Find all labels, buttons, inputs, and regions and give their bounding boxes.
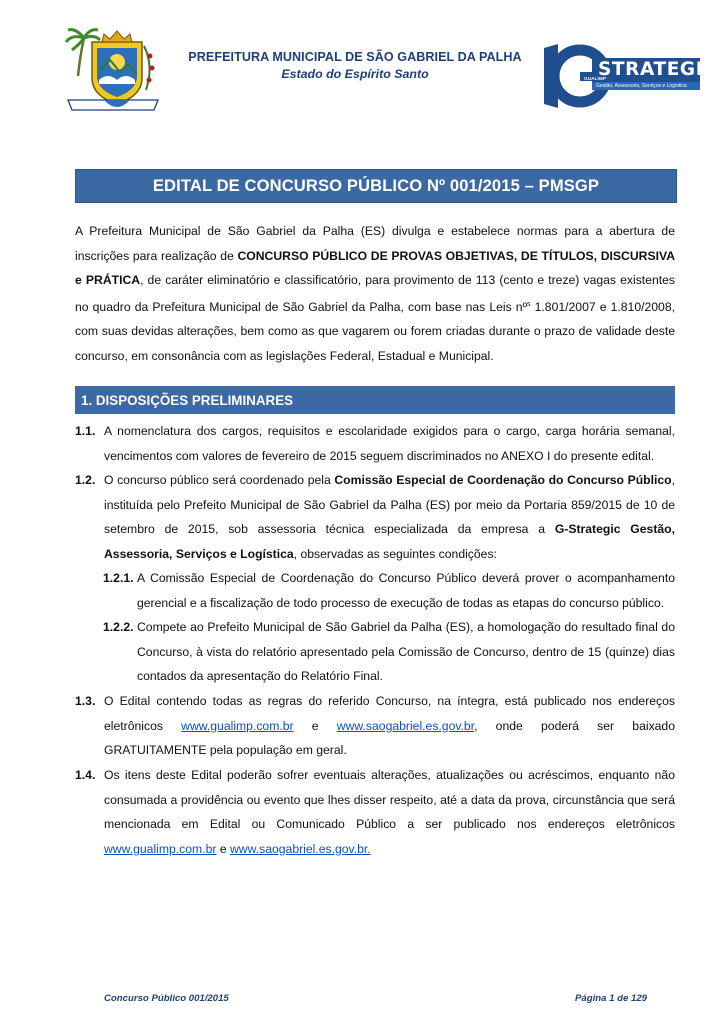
saogabriel-link[interactable]: www.saogabriel.es.gov.br <box>336 718 475 733</box>
clause-text <box>104 763 675 861</box>
section-1-heading: 1. DISPOSIÇÕES PRELIMINARES <box>81 392 294 408</box>
header-title: PREFEITURA MUNICIPAL DE SÃO GABRIEL DA PALHA <box>188 50 522 64</box>
municipal-crest-icon <box>64 26 162 114</box>
clause-text-part: Os itens deste Edital poderão sofrer eventuais alterações, atualizações ou acréscimos, enquanto não consumada a providência ou evento que lhes disser respeito, até a data da prova, circunstância que será mencionada em Edital ou Comunicado Público a ser publicado nos endereços eletrônicos <box>104 768 675 831</box>
section-1-heading-band <box>75 386 675 414</box>
intro-text-3: 1.801/2007 e 1.810/2008, com suas devidas alterações, bem como as que vagarem ou forem criadas durante o prazo de validade deste concurso, em consonância com as legislações Federal, Estadual e Municipal. <box>75 299 675 363</box>
clause-text: A Comissão Especial de Coordenação do Concurso Público deverá prover o acompanhamento gerencial e a fiscalização de todo processo de execução de todas as etapas do concurso público. <box>137 571 675 610</box>
clause-1-1 <box>75 419 675 468</box>
edital-title-band <box>75 169 677 203</box>
clause-bold-company: G-Strategic Gestão, Assessoria, Serviços e Logística <box>104 522 675 561</box>
logo-text: STRATEGIC <box>598 59 718 80</box>
clause-text: Compete ao Prefeito Municipal de São Gabriel da Palha (ES), a homologação do resultado final do Concurso, à vista do relatório apresentado pela Comissão de Concurso, dentro de 15 (quinze) dias contados da apresentação do Relatório Final. <box>137 620 675 683</box>
intro-text-1: A Prefeitura Municipal de São Gabriel da Palha (ES) divulga e estabelece normas para a abertura de inscrições para realização de <box>75 224 675 263</box>
header-subtitle: Estado do Espírito Santo <box>281 67 429 81</box>
header <box>180 50 530 81</box>
saogabriel-link[interactable]: www.saogabriel.es.gov.br. <box>230 841 371 856</box>
intro-bold: CONCURSO PÚBLICO DE PROVAS OBJETIVAS, DE TÍTULOS, DISCURSIVA e PRÁTICA <box>75 248 675 287</box>
gualimp-link[interactable]: www.gualimp.com.br <box>181 718 294 733</box>
strategic-logo <box>540 40 718 112</box>
intro-paragraph <box>75 219 675 368</box>
clause-text-part: , instituída pelo Prefeito Municipal de São Gabriel da Palha (ES) por meio da Portaria 859/2015 de 10 de setembro de 2015, sob assessoria técnica especializada da empresa a <box>104 473 676 536</box>
logo-tagline: Gestão, Assessoria, Serviços e Logística <box>596 83 687 89</box>
clause-1-3 <box>75 689 675 763</box>
gualimp-link[interactable]: www.gualimp.com.br <box>104 841 217 856</box>
clause-number: 1.3. <box>75 694 96 708</box>
clause-bold-commission: Comissão Especial de Coordenação do Concurso Público <box>334 473 672 487</box>
clause-text-part: , observadas as seguintes condições: <box>293 546 497 561</box>
footer-left: Concurso Público 001/2015 <box>104 993 229 1004</box>
clause-number: 1.2.2. <box>103 620 134 634</box>
clause-text: A nomenclatura dos cargos, requisitos e escolaridade exigidos para o cargo, carga horária semanal, vencimentos com valores de fevereiro de 2015 seguem discriminados no ANEXO I do presente edital. <box>104 424 675 463</box>
clause-number: 1.2.1. <box>103 571 134 585</box>
clause-1-2-1 <box>103 566 675 615</box>
clause-text <box>104 468 675 566</box>
clause-1-2 <box>75 468 675 566</box>
clause-text-part: e <box>293 718 337 733</box>
clause-text-part: , onde poderá ser baixado GRATUITAMENTE pela população em geral. <box>104 718 675 757</box>
clause-1-4 <box>75 763 675 861</box>
clause-text-part: O Edital contendo todas as regras do referido Concurso, na íntegra, está publicado nos endereços eletrônicos <box>104 694 675 733</box>
logo-side-label: GUALIMP <box>584 76 607 81</box>
intro-text-2: , de caráter eliminatório e classificatório, para provimento de 113 (cento e treze) vagas existentes no quadro da Prefeitura Municipal de São Gabriel da Palha, com base nas Leis nº <box>75 273 675 314</box>
intro-sup: s <box>527 300 531 308</box>
clause-number: 1.2. <box>75 473 96 487</box>
clause-text <box>104 689 675 763</box>
clause-number: 1.1. <box>75 424 96 438</box>
clause-text-part: e <box>216 841 230 856</box>
clause-1-2-2 <box>103 615 675 689</box>
footer-page-number: Página 1 de 129 <box>575 993 647 1004</box>
clause-text-part: O concurso público será coordenado pela <box>104 473 335 487</box>
edital-title: EDITAL DE CONCURSO PÚBLICO Nº 001/2015 – PMSGP <box>152 176 600 195</box>
clause-number: 1.4. <box>75 768 96 782</box>
